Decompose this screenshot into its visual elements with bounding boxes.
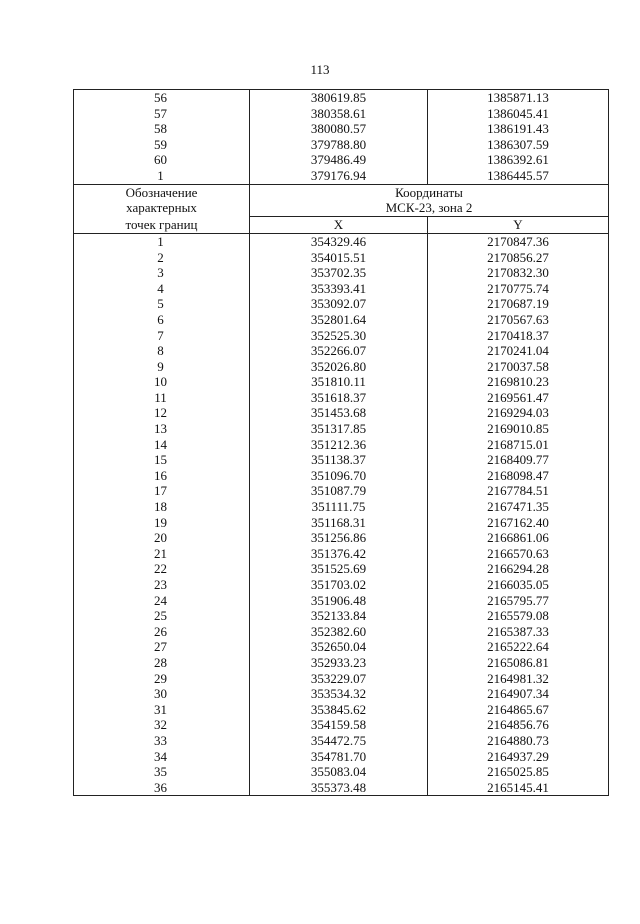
table-row (74, 686, 609, 702)
point-number-cell: 32 (74, 717, 250, 733)
table-row (74, 421, 609, 437)
table-row (74, 137, 609, 153)
x-coordinate-cell: 352382.60 (250, 624, 428, 640)
x-coordinate-cell: 353702.35 (250, 265, 428, 281)
table-row (74, 452, 609, 468)
y-coordinate-cell: 2170832.30 (428, 265, 609, 281)
point-number-cell: 30 (74, 686, 250, 702)
point-number-cell: 4 (74, 281, 250, 297)
y-coordinate-cell: 2165795.77 (428, 593, 609, 609)
x-coordinate-cell: 353393.41 (250, 281, 428, 297)
header-label-line-2: характерных (74, 200, 250, 216)
point-number-cell: 5 (74, 296, 250, 312)
x-coordinate-cell: 379176.94 (250, 168, 428, 184)
x-coordinate-cell: 380358.61 (250, 106, 428, 122)
table-row (74, 702, 609, 718)
table-row (74, 343, 609, 359)
x-coordinate-cell: 351525.69 (250, 561, 428, 577)
point-number-cell: 35 (74, 764, 250, 780)
table-row (74, 593, 609, 609)
point-number-cell: 11 (74, 390, 250, 406)
table-row (74, 437, 609, 453)
point-number-cell: 3 (74, 265, 250, 281)
x-coordinate-cell: 352801.64 (250, 312, 428, 328)
point-number-cell: 29 (74, 671, 250, 687)
table-row (74, 530, 609, 546)
header-label-line-1: Обозначение (74, 184, 250, 200)
point-number-cell: 1 (74, 233, 250, 249)
y-coordinate-cell: 2164880.73 (428, 733, 609, 749)
y-coordinate-cell: 2170687.19 (428, 296, 609, 312)
x-coordinate-cell: 351096.70 (250, 468, 428, 484)
y-coordinate-cell: 2169294.03 (428, 405, 609, 421)
point-number-cell: 16 (74, 468, 250, 484)
x-coordinate-cell: 380080.57 (250, 121, 428, 137)
point-number-cell: 59 (74, 137, 250, 153)
x-coordinate-cell: 351212.36 (250, 437, 428, 453)
x-coordinate-cell: 351111.75 (250, 499, 428, 515)
y-coordinate-cell: 2170775.74 (428, 281, 609, 297)
table-row (74, 639, 609, 655)
x-coordinate-cell: 379788.80 (250, 137, 428, 153)
y-coordinate-cell: 2166035.05 (428, 577, 609, 593)
y-coordinate-cell: 2165387.33 (428, 624, 609, 640)
point-number-cell: 9 (74, 359, 250, 375)
table-row (74, 250, 609, 266)
y-coordinate-cell: 1386307.59 (428, 137, 609, 153)
header-x: X (250, 217, 428, 234)
x-coordinate-cell: 354015.51 (250, 250, 428, 266)
x-coordinate-cell: 351256.86 (250, 530, 428, 546)
point-number-cell: 60 (74, 152, 250, 168)
y-coordinate-cell: 2170037.58 (428, 359, 609, 375)
table-row (74, 168, 609, 184)
header-coord-title: Координаты (250, 184, 609, 200)
x-coordinate-cell: 351087.79 (250, 483, 428, 499)
x-coordinate-cell: 351317.85 (250, 421, 428, 437)
x-coordinate-cell: 351376.42 (250, 546, 428, 562)
x-coordinate-cell: 354159.58 (250, 717, 428, 733)
y-coordinate-cell: 2165025.85 (428, 764, 609, 780)
x-coordinate-cell: 351810.11 (250, 374, 428, 390)
table-row (74, 90, 609, 106)
point-number-cell: 13 (74, 421, 250, 437)
table-row (74, 499, 609, 515)
x-coordinate-cell: 380619.85 (250, 90, 428, 106)
x-coordinate-cell: 354329.46 (250, 233, 428, 249)
table-row (74, 233, 609, 249)
point-number-cell: 19 (74, 515, 250, 531)
x-coordinate-cell: 351703.02 (250, 577, 428, 593)
x-coordinate-cell: 351906.48 (250, 593, 428, 609)
x-coordinate-cell: 352933.23 (250, 655, 428, 671)
point-number-cell: 10 (74, 374, 250, 390)
y-coordinate-cell: 2166570.63 (428, 546, 609, 562)
y-coordinate-cell: 2167162.40 (428, 515, 609, 531)
table-row (74, 749, 609, 765)
y-coordinate-cell: 1385871.13 (428, 90, 609, 106)
header-y: Y (428, 217, 609, 234)
table-row (74, 374, 609, 390)
y-coordinate-cell: 2169561.47 (428, 390, 609, 406)
point-number-cell: 2 (74, 250, 250, 266)
y-coordinate-cell: 2164907.34 (428, 686, 609, 702)
point-number-cell: 1 (74, 168, 250, 184)
point-number-cell: 22 (74, 561, 250, 577)
y-coordinate-cell: 2165086.81 (428, 655, 609, 671)
x-coordinate-cell: 352026.80 (250, 359, 428, 375)
x-coordinate-cell: 353092.07 (250, 296, 428, 312)
table-row (74, 577, 609, 593)
x-coordinate-cell: 354781.70 (250, 749, 428, 765)
y-coordinate-cell: 2166861.06 (428, 530, 609, 546)
point-number-cell: 33 (74, 733, 250, 749)
point-number-cell: 18 (74, 499, 250, 515)
x-coordinate-cell: 351618.37 (250, 390, 428, 406)
x-coordinate-cell: 354472.75 (250, 733, 428, 749)
point-number-cell: 23 (74, 577, 250, 593)
table-row (74, 561, 609, 577)
y-coordinate-cell: 2169810.23 (428, 374, 609, 390)
y-coordinate-cell: 1386392.61 (428, 152, 609, 168)
point-number-cell: 27 (74, 639, 250, 655)
y-coordinate-cell: 1386045.41 (428, 106, 609, 122)
y-coordinate-cell: 2168715.01 (428, 437, 609, 453)
table-row (74, 608, 609, 624)
table-row (74, 655, 609, 671)
x-coordinate-cell: 352133.84 (250, 608, 428, 624)
x-coordinate-cell: 352650.04 (250, 639, 428, 655)
x-coordinate-cell: 353845.62 (250, 702, 428, 718)
x-coordinate-cell: 351168.31 (250, 515, 428, 531)
table-row (74, 717, 609, 733)
point-number-cell: 20 (74, 530, 250, 546)
y-coordinate-cell: 2165222.64 (428, 639, 609, 655)
table-row (74, 152, 609, 168)
y-coordinate-cell: 2164856.76 (428, 717, 609, 733)
point-number-cell: 14 (74, 437, 250, 453)
table-row (74, 296, 609, 312)
table-header (74, 184, 609, 233)
previous-rows (74, 90, 609, 185)
table-row (74, 265, 609, 281)
table-row (74, 281, 609, 297)
table-row (74, 468, 609, 484)
point-number-cell: 21 (74, 546, 250, 562)
point-number-cell: 15 (74, 452, 250, 468)
table-row (74, 733, 609, 749)
main-rows (74, 233, 609, 795)
point-number-cell: 31 (74, 702, 250, 718)
y-coordinate-cell: 2170567.63 (428, 312, 609, 328)
point-number-cell: 36 (74, 780, 250, 796)
y-coordinate-cell: 2168409.77 (428, 452, 609, 468)
y-coordinate-cell: 2170847.36 (428, 233, 609, 249)
point-number-cell: 8 (74, 343, 250, 359)
y-coordinate-cell: 2164981.32 (428, 671, 609, 687)
y-coordinate-cell: 2168098.47 (428, 468, 609, 484)
x-coordinate-cell: 379486.49 (250, 152, 428, 168)
table-row (74, 106, 609, 122)
coordinates-table (73, 89, 609, 796)
x-coordinate-cell: 352266.07 (250, 343, 428, 359)
table-row (74, 546, 609, 562)
point-number-cell: 6 (74, 312, 250, 328)
page-number: 113 (310, 62, 330, 77)
point-number-cell: 57 (74, 106, 250, 122)
point-number-cell: 17 (74, 483, 250, 499)
x-coordinate-cell: 353534.32 (250, 686, 428, 702)
y-coordinate-cell: 2170856.27 (428, 250, 609, 266)
table-row (74, 121, 609, 137)
table-row (74, 359, 609, 375)
y-coordinate-cell: 2164937.29 (428, 749, 609, 765)
y-coordinate-cell: 2170241.04 (428, 343, 609, 359)
point-number-cell: 26 (74, 624, 250, 640)
table-row (74, 515, 609, 531)
table-row (74, 624, 609, 640)
y-coordinate-cell: 2164865.67 (428, 702, 609, 718)
table-row (74, 764, 609, 780)
x-coordinate-cell: 351453.68 (250, 405, 428, 421)
header-coord-system: МСК-23, зона 2 (250, 200, 609, 216)
y-coordinate-cell: 1386191.43 (428, 121, 609, 137)
y-coordinate-cell: 1386445.57 (428, 168, 609, 184)
y-coordinate-cell: 2170418.37 (428, 328, 609, 344)
y-coordinate-cell: 2169010.85 (428, 421, 609, 437)
x-coordinate-cell: 355373.48 (250, 780, 428, 796)
point-number-cell: 12 (74, 405, 250, 421)
table-row (74, 780, 609, 796)
table-row (74, 390, 609, 406)
table-row (74, 328, 609, 344)
y-coordinate-cell: 2167784.51 (428, 483, 609, 499)
point-number-cell: 7 (74, 328, 250, 344)
x-coordinate-cell: 355083.04 (250, 764, 428, 780)
x-coordinate-cell: 351138.37 (250, 452, 428, 468)
header-label-line-3: точек границ (74, 217, 250, 234)
y-coordinate-cell: 2167471.35 (428, 499, 609, 515)
point-number-cell: 24 (74, 593, 250, 609)
y-coordinate-cell: 2165145.41 (428, 780, 609, 796)
table-row (74, 671, 609, 687)
table-row (74, 312, 609, 328)
y-coordinate-cell: 2165579.08 (428, 608, 609, 624)
x-coordinate-cell: 352525.30 (250, 328, 428, 344)
table-row (74, 405, 609, 421)
point-number-cell: 28 (74, 655, 250, 671)
table-row (74, 483, 609, 499)
point-number-cell: 56 (74, 90, 250, 106)
point-number-cell: 58 (74, 121, 250, 137)
x-coordinate-cell: 353229.07 (250, 671, 428, 687)
y-coordinate-cell: 2166294.28 (428, 561, 609, 577)
point-number-cell: 34 (74, 749, 250, 765)
point-number-cell: 25 (74, 608, 250, 624)
